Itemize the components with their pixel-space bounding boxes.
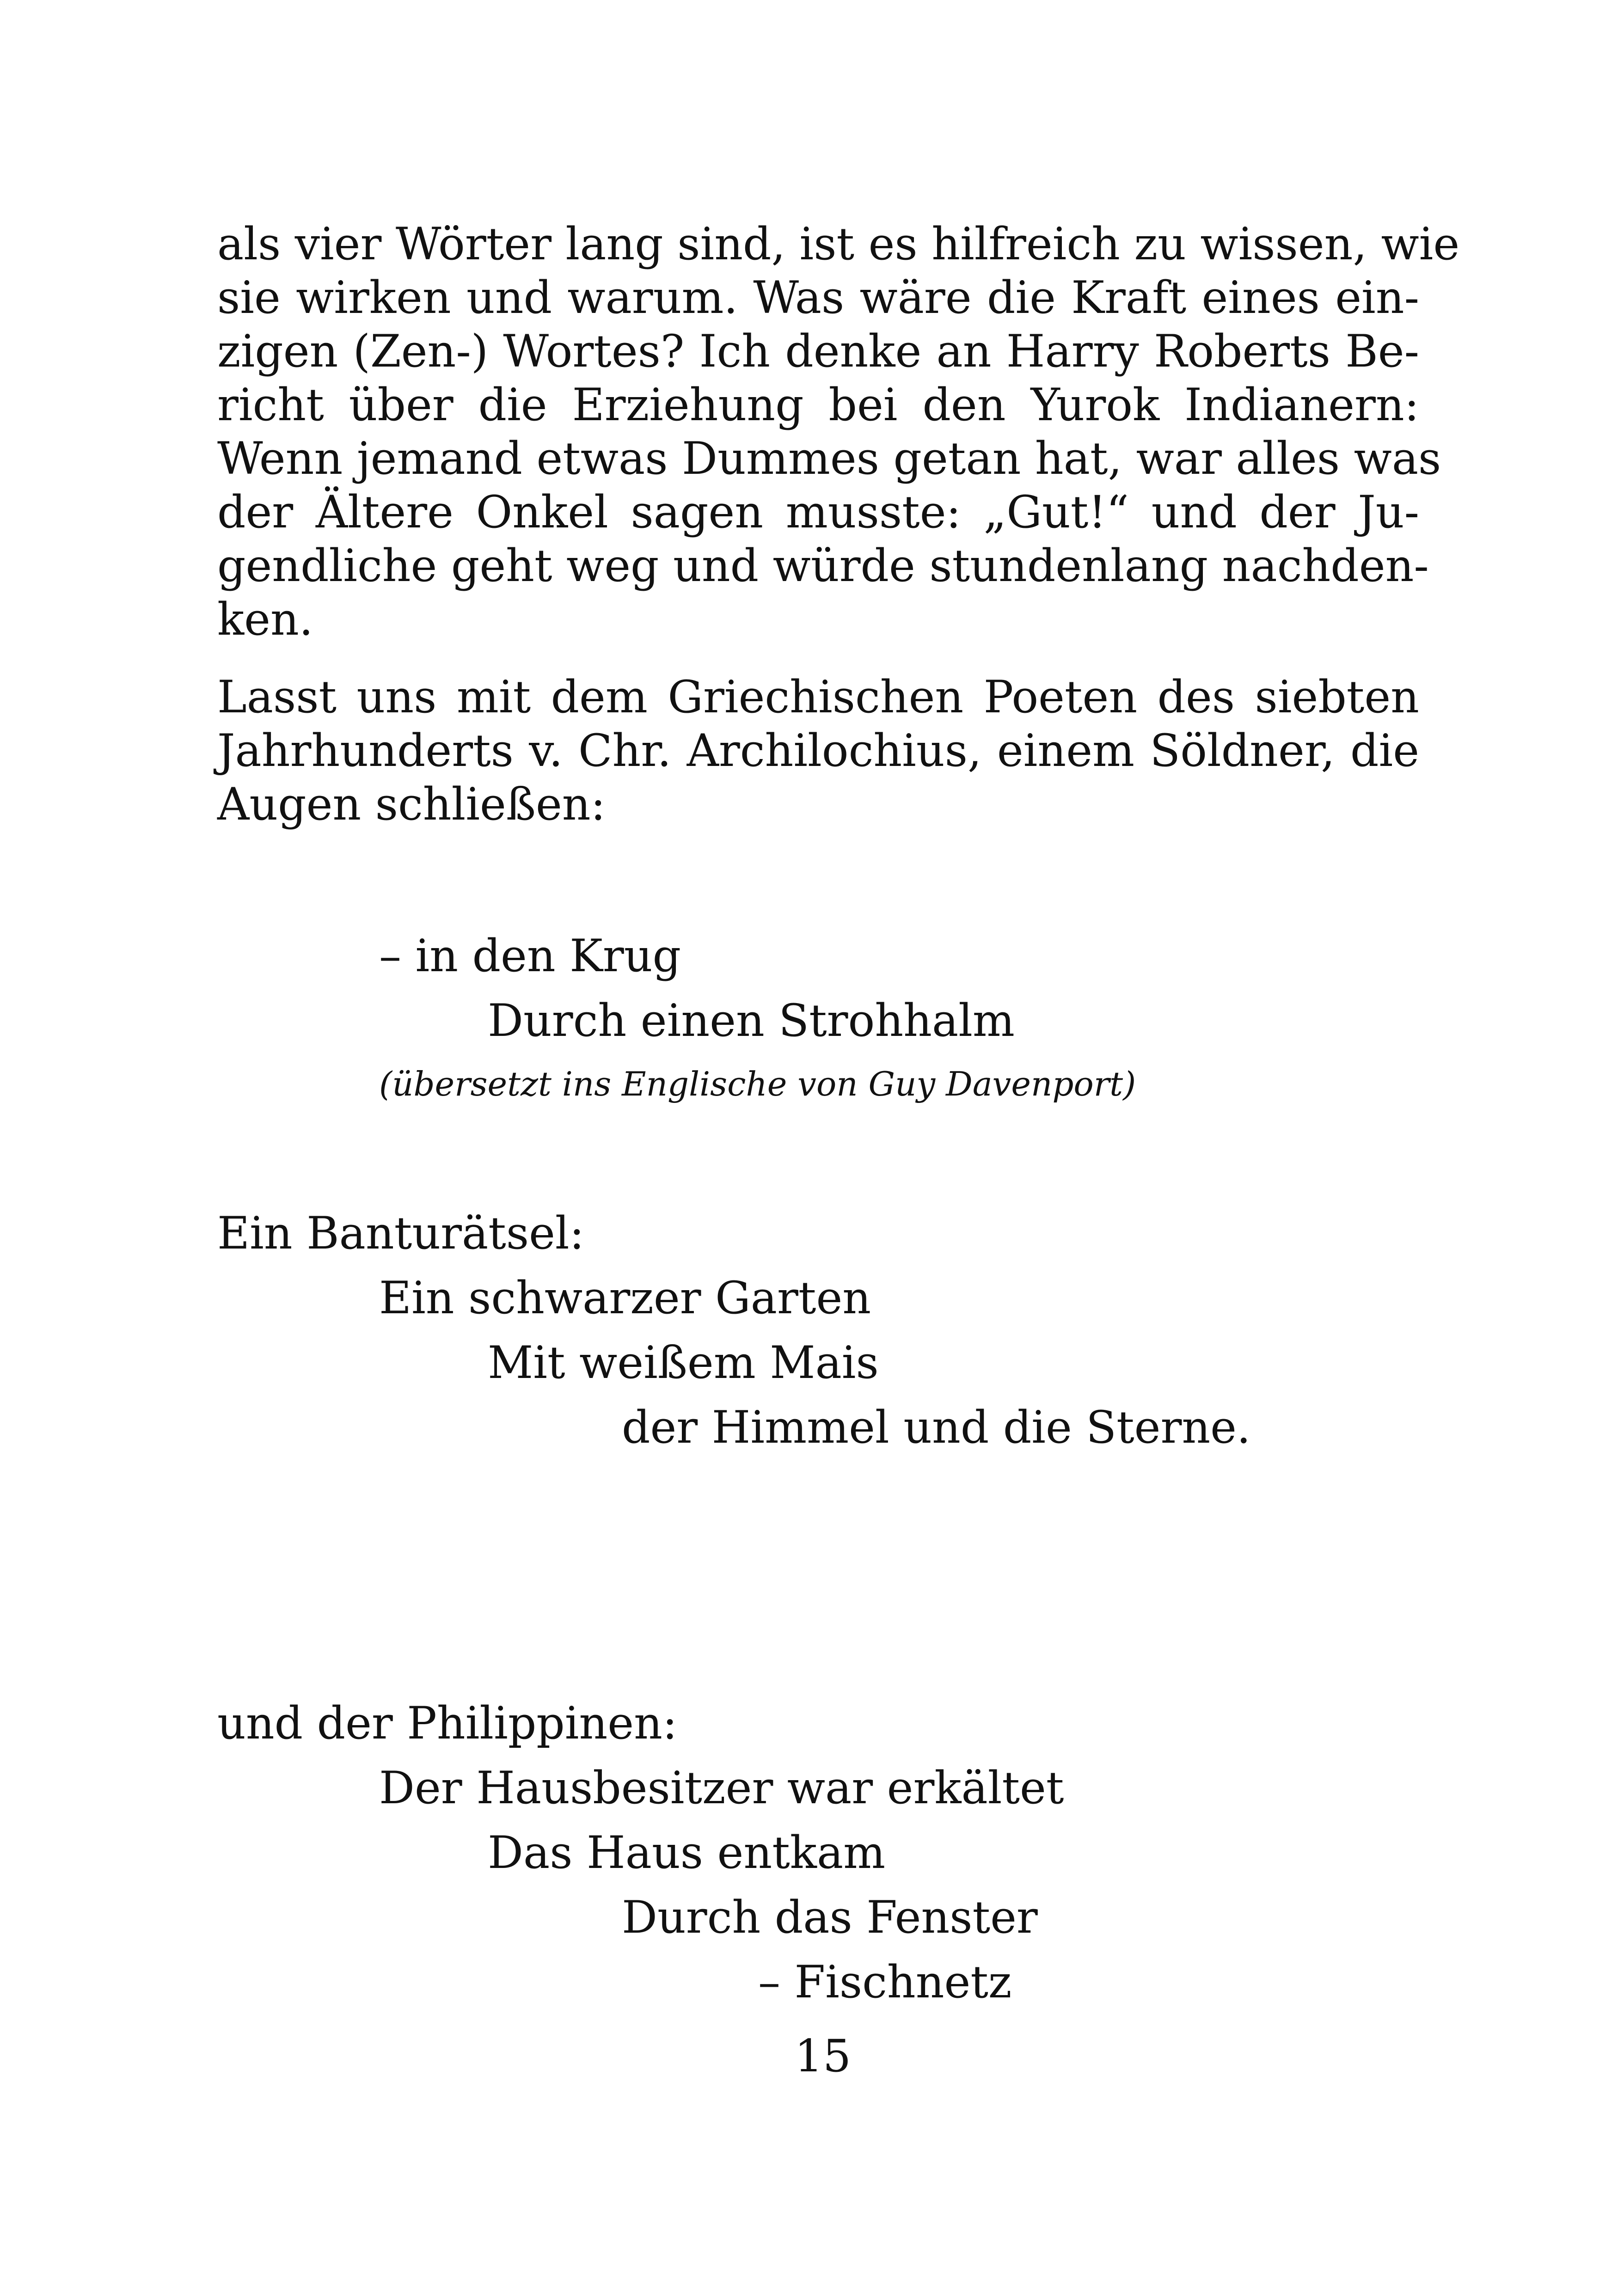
riddle-intro-bantu: Ein Banturätsel: <box>217 1207 584 1259</box>
paragraph-1 <box>217 217 1460 646</box>
text-line: Wenn jemand etwas Dummes getan hat, war alles was <box>217 433 1441 484</box>
page-number: 15 <box>794 2030 852 2082</box>
riddle-line-3: der Himmel und die Sterne. <box>622 1402 1251 1453</box>
text-line: richt über die Erziehung bei den Yurok Indianern: <box>217 379 1419 431</box>
poem-line-2: Durch einen Strohhalm <box>488 995 1015 1047</box>
riddle2-line-4: – Fischnetz <box>758 1956 1012 2008</box>
text-line: zigen (Zen-) Wortes? Ich denke an Harry Roberts Be- <box>217 325 1419 377</box>
paragraph-2 <box>217 670 1419 831</box>
riddle2-line-2: Das Haus entkam <box>488 1827 886 1879</box>
text-line: sie wirken und warum. Was wäre die Kraft eines ein- <box>217 272 1419 324</box>
riddle-intro-philippines: und der Philippinen: <box>217 1697 678 1749</box>
riddle-line-2: Mit weißem Mais <box>488 1337 879 1389</box>
riddle2-line-3: Durch das Fenster <box>622 1892 1038 1943</box>
text-line: ken. <box>217 594 313 645</box>
text-line: Lasst uns mit dem Griechischen Poeten des siebten <box>217 671 1419 723</box>
poem-line-1: – in den Krug <box>379 930 681 982</box>
text-line: Jahrhunderts v. Chr. Archilochius, einem Söldner, die <box>217 725 1419 777</box>
riddle2-line-1: Der Hausbesitzer war erkältet <box>379 1762 1064 1814</box>
text-line: gendliche geht weg und würde stundenlang nachden- <box>217 540 1429 592</box>
text-line: als vier Wörter lang sind, ist es hilfreich zu wissen, wie <box>217 218 1460 270</box>
translation-credit: (übersetzt ins Englische von Guy Davenport) <box>379 1065 1136 1103</box>
text-line: der Ältere Onkel sagen musste: „Gut!“ und der Ju- <box>217 486 1419 538</box>
riddle-line-1: Ein schwarzer Garten <box>379 1272 871 1324</box>
text-line: Augen schließen: <box>217 778 606 830</box>
